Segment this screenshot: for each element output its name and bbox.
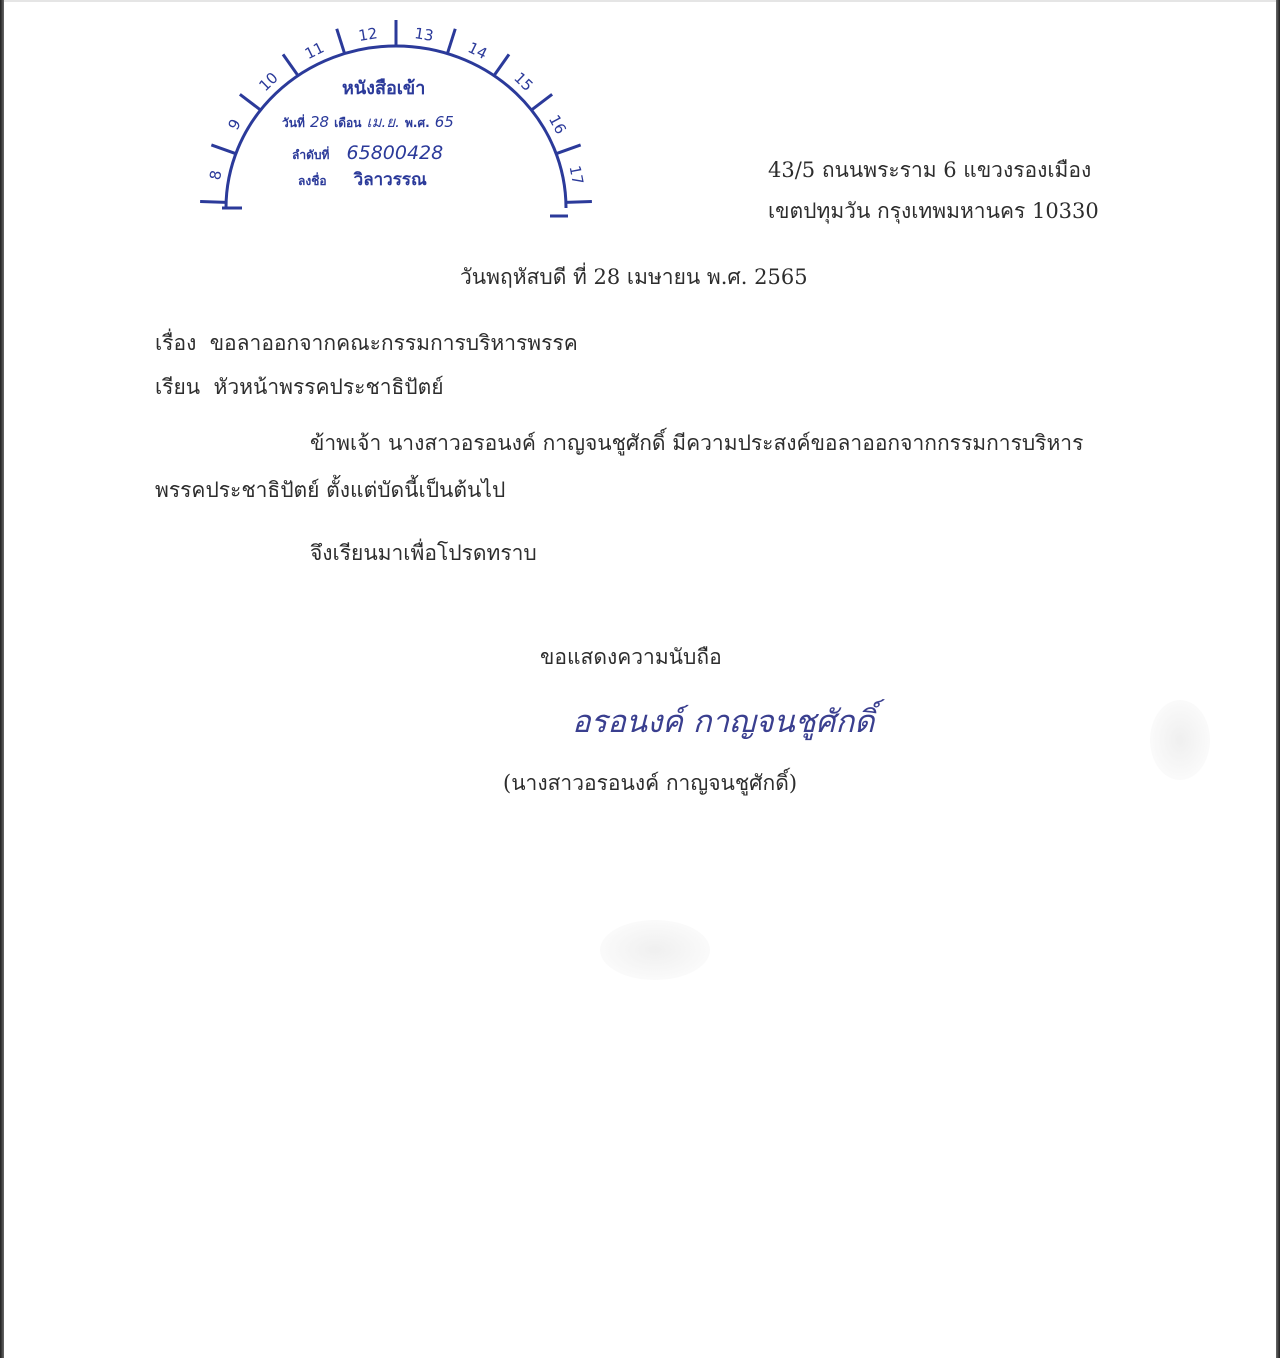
stamp-date-row	[282, 114, 454, 130]
closing-request: จึงเรียนมาเพื่อโปรดทราบ	[310, 541, 537, 565]
stamp-hour-label: 11	[301, 38, 327, 64]
body-line2: พรรคประชาธิปัตย์ ตั้งแต่บัดนี้เป็นต้นไป	[155, 478, 506, 502]
page-right-edge	[1276, 0, 1280, 1358]
stamp-date-value: 28	[309, 113, 330, 131]
stamp-tick	[531, 94, 552, 110]
sender-address-line2: เขตปทุมวัน กรุงเทพมหานคร 10330	[768, 199, 1099, 223]
signature-text: อรอนงค์ กาญจนชูศักดิ์	[572, 704, 875, 740]
sender-address-line1: 43/5 ถนนพระราม 6 แขวงรองเมือง	[768, 158, 1092, 182]
stamp-arc	[206, 24, 587, 224]
subject-line	[155, 333, 578, 354]
page-top-edge	[0, 0, 1280, 2]
page-left-edge	[0, 0, 4, 1358]
stamp-tick	[283, 54, 298, 75]
letter-date: วันพฤหัสบดี ที่ 28 เมษายน พ.ศ. 2565	[460, 265, 808, 289]
stamp-number-value: 65800428	[346, 142, 444, 164]
scan-smudge	[600, 920, 710, 980]
stamp-receiver-label: ลงชื่อ	[298, 174, 327, 188]
received-stamp	[206, 24, 587, 224]
stamp-tick	[566, 201, 592, 202]
stamp-tick	[200, 201, 226, 202]
stamp-tick	[447, 29, 455, 54]
stamp-year-label: พ.ศ.	[404, 116, 430, 130]
complimentary-close: ขอแสดงความนับถือ	[540, 645, 722, 669]
subject-text: ขอลาออกจากคณะกรรมการบริหารพรรค	[209, 331, 578, 355]
stamp-tick	[556, 145, 580, 154]
stamp-tick	[337, 29, 345, 54]
stamp-hour-label: 12	[357, 24, 379, 45]
stamp-hour-label: 13	[413, 24, 435, 45]
printed-name: (นางสาวอรอนงค์ กาญจนชูศักดิ์)	[503, 771, 798, 795]
stamp-hour-label: 17	[565, 164, 587, 187]
stamp-title: หนังสือเข้า	[342, 78, 426, 99]
stamp-number-label: ลำดับที่	[292, 148, 330, 162]
stamp-year-value: 65	[434, 113, 454, 131]
stamp-hour-label: 14	[465, 38, 491, 64]
stamp-tick	[494, 54, 509, 75]
recipient-line	[155, 377, 444, 398]
stamp-hour-label: 8	[206, 168, 226, 182]
stamp-date-label: วันที่	[282, 116, 305, 130]
stamp-hour-label: 15	[510, 68, 537, 95]
stamp-number-row	[292, 144, 443, 163]
stamp-month-value: เม.ย.	[366, 113, 400, 131]
stamp-month-label: เดือน	[334, 116, 362, 130]
stamp-tick	[211, 145, 235, 154]
stamp-hour-label: 10	[255, 68, 282, 95]
handwritten-signature	[568, 696, 875, 746]
stamp-receiver-row	[298, 172, 427, 189]
stamp-hour-label: 9	[224, 116, 245, 134]
scan-smudge	[1150, 700, 1210, 780]
stamp-hour-label: 16	[544, 111, 570, 138]
subject-label: เรื่อง	[155, 331, 197, 355]
recipient-label: เรียน	[155, 375, 201, 399]
body-line1: ข้าพเจ้า นางสาวอรอนงค์ กาญจนชูศักดิ์ มีความประสงค์ขอลาออกจากกรรมการบริหาร	[310, 431, 1084, 455]
recipient-text: หัวหน้าพรรคประชาธิปัตย์	[213, 375, 444, 399]
stamp-tick	[240, 94, 261, 110]
stamp-receiver-value: วิลาวรรณ	[353, 170, 427, 190]
